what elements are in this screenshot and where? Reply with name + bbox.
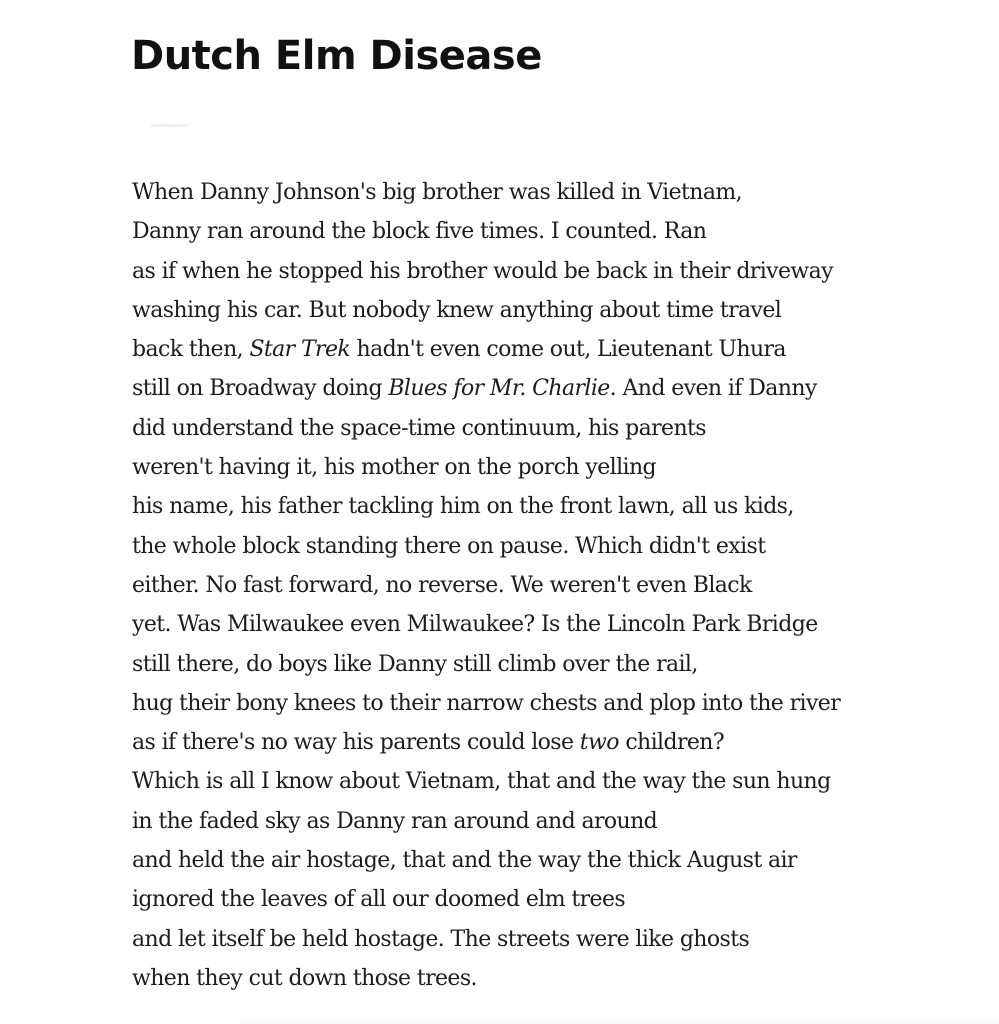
poem-line [132,566,932,605]
poem-body [132,173,932,998]
poem-line [132,212,932,251]
poem-text: . And even if Danny [609,376,817,402]
poem-text: children? [618,730,725,756]
poem-line [132,527,932,566]
poem-text: ignored the leaves of all our doomed elm trees [132,887,626,913]
poem-line [132,880,932,919]
poem-line [132,330,932,369]
poem-line [132,369,932,408]
poem-line [132,291,932,330]
poem-text: in the faded sky as Danny ran around and around [132,808,658,834]
poem-text: when they cut down those trees. [132,965,477,991]
poem-text: as if when he stopped his brother would be back in their driveway [132,258,833,284]
poem-line [132,448,932,487]
poem-text: hadn't even come out, Lieutenant Uhura [350,337,786,363]
poem-text: back then, [132,337,250,363]
poem-text: either. No fast forward, no reverse. We weren't even Black [132,572,752,598]
poem-line [132,409,932,448]
poem-text: washing his car. But nobody knew anything about time travel [132,297,782,323]
poem-text: yet. Was Milwaukee even Milwaukee? Is the Lincoln Park Bridge [132,612,818,638]
poem-line [132,959,932,998]
poem-text: still there, do boys like Danny still climb over the rail, [132,651,698,677]
poem-text: Which is all I know about Vietnam, that and the way the sun hung [132,769,831,795]
poem-text: When Danny Johnson's big brother was killed in Vietnam, [132,180,742,205]
poem-text: weren't having it, his mother on the porch yelling [132,455,656,481]
poem-line [132,487,932,526]
poem-text: the whole block standing there on pause. Which didn't exist [132,533,766,559]
poem-italic-text: Star Trek [249,337,351,363]
poem-line [132,252,932,291]
poem-line [132,802,932,841]
poem-line [132,920,932,959]
poem-text: his name, his father tackling him on the front lawn, all us kids, [132,494,794,520]
poem-italic-text: two [579,730,619,756]
poem-line [132,645,932,684]
poem-text: still on Broadway doing [132,376,389,402]
poem-line [132,173,932,212]
poem-line [132,605,932,644]
faint-mark [150,124,190,127]
poem-italic-text: Blues for Mr. Charlie [388,376,610,402]
poem-text: did understand the space-time continuum, his parents [132,415,706,441]
poem-text: Danny ran around the block five times. I counted. Ran [132,219,707,245]
poem-text: and let itself be held hostage. The streets were like ghosts [132,926,750,952]
poem-text: and held the air hostage, that and the way the thick August air [132,848,797,874]
poem-text: hug their bony knees to their narrow chests and plop into the river [132,690,841,716]
poem-line [132,841,932,880]
poem-text: as if there's no way his parents could lose [132,730,580,756]
poem-line [132,762,932,801]
poem-line [132,684,932,723]
poem-title: Dutch Elm Disease [131,33,542,79]
bottom-fade [240,1016,999,1024]
poem-line [132,723,932,762]
